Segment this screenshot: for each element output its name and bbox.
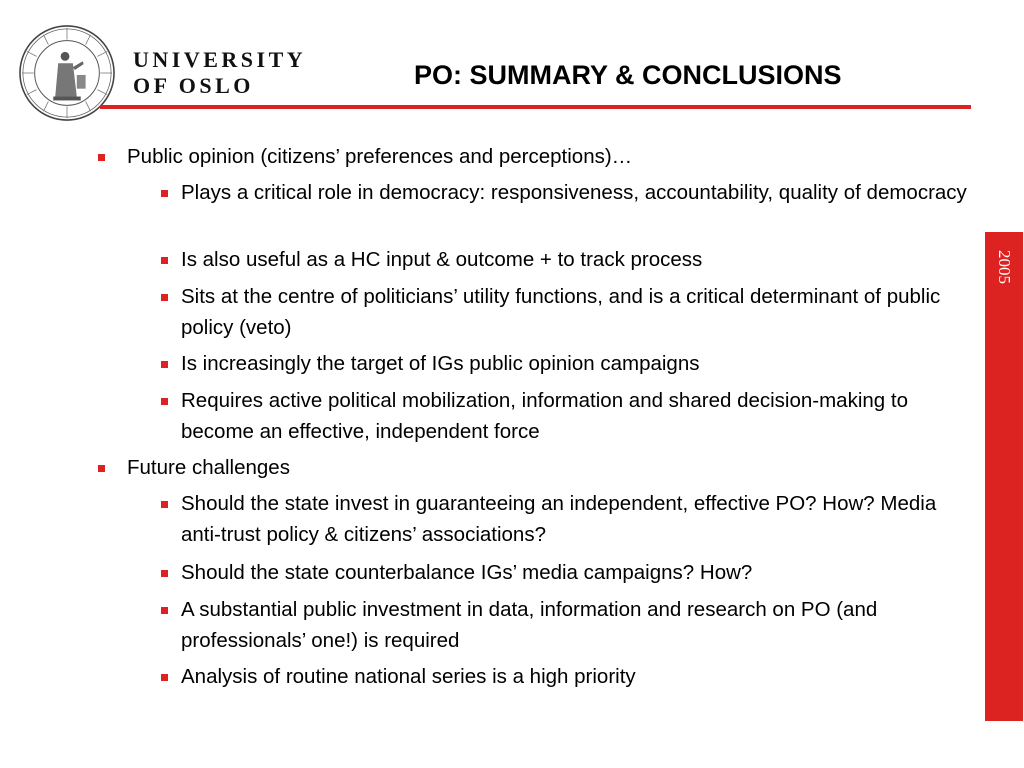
sub-bullet-text: Is increasingly the target of IGs public opinion campaigns [181, 352, 700, 375]
university-name-line1: UNIVERSITY [133, 47, 307, 72]
sub-bullet-text: Should the state counterbalance IGs’ media campaigns? How? [181, 561, 753, 584]
slide-title: PO: SUMMARY & CONCLUSIONS [414, 60, 842, 90]
bullet-square-icon [161, 570, 168, 577]
bullet-square-icon [161, 190, 168, 197]
side-year-label: 2005 [995, 250, 1014, 284]
bullet-square-icon [161, 607, 168, 614]
sub-bullet-item [181, 177, 981, 208]
sub-bullet-item [181, 488, 981, 550]
university-name-line2: OF OSLO [133, 73, 254, 98]
sub-bullet-text: A substantial public investment in data, information and research on PO (and professionals’ one!) is required [181, 598, 878, 652]
bullet-square-icon [161, 398, 168, 405]
bullet-square-icon [98, 465, 105, 472]
sub-bullet-text: Is also useful as a HC input & outcome + to track process [181, 248, 703, 271]
bullet-square-icon [161, 361, 168, 368]
bullet-square-icon [161, 501, 168, 508]
bullet-square-icon [98, 154, 105, 161]
bullet-item [127, 141, 967, 172]
bullet-square-icon [161, 257, 168, 264]
sub-bullet-item [181, 557, 981, 588]
sub-bullet-item [181, 385, 981, 447]
sub-bullet-item [181, 594, 981, 656]
sub-bullet-text: Analysis of routine national series is a high priority [181, 665, 636, 688]
bullet-square-icon [161, 294, 168, 301]
bullet-text: Public opinion (citizens’ preferences and perceptions)… [127, 145, 633, 168]
bullet-item [127, 452, 967, 483]
sub-bullet-text: Requires active political mobilization, information and shared decision-making to become an effective, independent force [181, 389, 908, 443]
sub-bullet-item [181, 661, 981, 692]
bullet-square-icon [161, 674, 168, 681]
sub-bullet-item [181, 348, 981, 379]
sub-bullet-item [181, 281, 981, 343]
sub-bullet-text: Plays a critical role in democracy: responsiveness, accountability, quality of democracy [181, 181, 967, 204]
sub-bullet-item [181, 244, 981, 275]
sub-bullet-text: Should the state invest in guaranteeing an independent, effective PO? How? Media anti-trust policy & citizens’ associations? [181, 492, 937, 546]
bullet-text: Future challenges [127, 456, 290, 479]
sub-bullet-text: Sits at the centre of politicians’ utility functions, and is a critical determinant of public policy (veto) [181, 285, 941, 339]
